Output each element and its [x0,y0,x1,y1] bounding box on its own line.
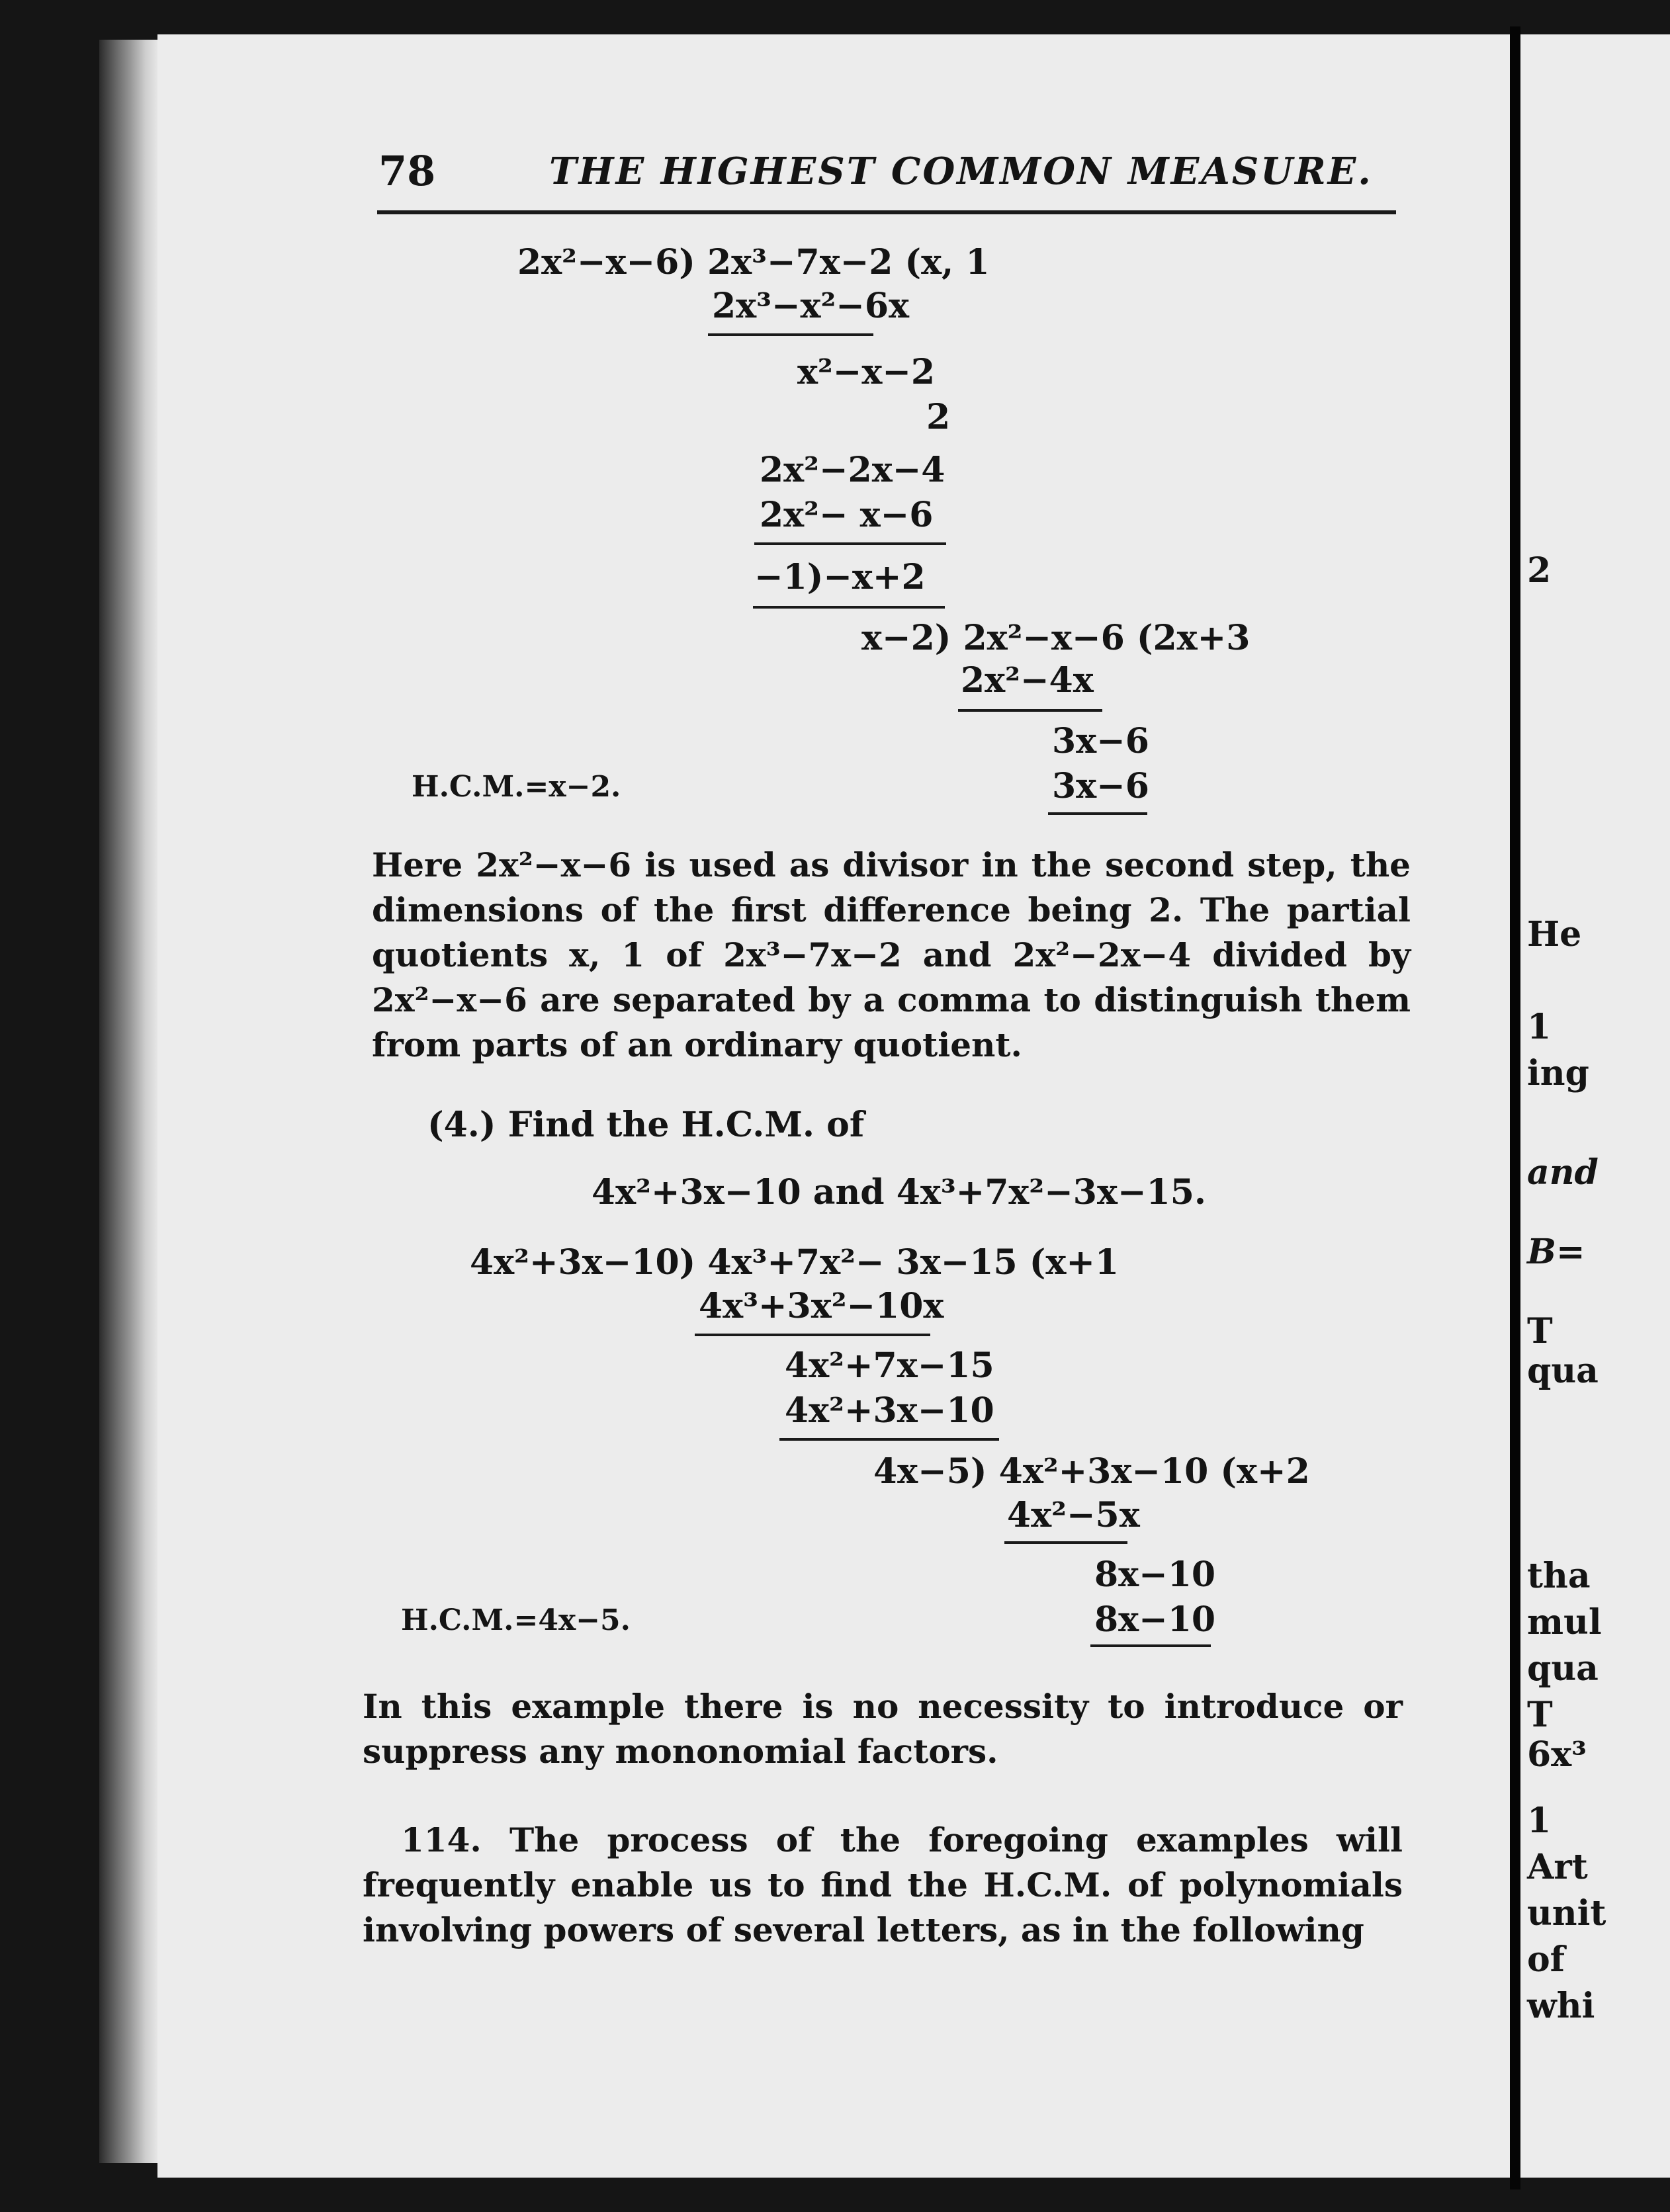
facing-fragment: qua [1527,1648,1599,1689]
facing-fragment: of [1527,1939,1565,1980]
facing-fragment: unit [1527,1893,1606,1934]
division-line: 2x²− x−6 [760,495,934,535]
division-line: 4x³+3x²−10x [699,1286,944,1326]
header-rule [377,210,1396,214]
division-line: 4x²+3x−10) 4x³+7x²− 3x−15 (x+1 [470,1242,1120,1283]
division-line: 4x²+7x−15 [785,1345,994,1386]
division-line: x²−x−2 [797,352,936,392]
division-line: 4x²+3x−10 [785,1390,994,1431]
book-binding [99,40,157,2163]
page-number: 78 [378,147,436,195]
note-paragraph: In this example there is no necessity to introduce or suppress any mononomial factors. [363,1687,1403,1771]
facing-fragment: whi [1527,1986,1595,2026]
page-gutter [1510,26,1520,2190]
facing-fragment: mul [1527,1602,1602,1642]
facing-fragment: and [1527,1152,1599,1193]
facing-fragment: 2 [1527,550,1552,591]
facing-fragment: B= [1527,1232,1585,1272]
facing-fragment: tha [1527,1556,1591,1596]
division-line: 2x³−x²−6x [712,286,910,326]
example-expression: 4x²+3x−10 and 4x³+7x²−3x−15. [592,1172,1206,1212]
facing-fragment: He [1527,914,1582,955]
division-line: −1)−x+2 [754,557,926,597]
example-heading: (4.) Find the H.C.M. of [427,1105,865,1145]
explanation-paragraph: Here 2x²−x−6 is used as divisor in the second step, the dimensions of the first difference being 2. The partial quotients x, 1 of 2x³−7x−2 and 2x²−2x−4 divided by 2x²−x−6 are separated by a comma to distinguish them from parts of an ordinary quotient. [372,845,1411,1064]
division-line: 4x−5) 4x²+3x−10 (x+2 [873,1451,1310,1492]
division-line: 2 [926,397,951,437]
article-number: 114. [401,1820,482,1859]
division-rule [753,606,945,609]
division-line: 2x²−2x−4 [760,450,945,490]
facing-fragment: ing [1527,1053,1589,1093]
division-line: 8x−10 [1094,1554,1216,1595]
running-title: THE HIGHEST COMMON MEASURE. [549,149,1373,193]
division-line: 4x²−5x [1007,1495,1140,1535]
facing-fragment: 1 [1527,1801,1552,1841]
division-rule [1090,1644,1211,1647]
division-rule [1004,1541,1127,1544]
division-line: 2x²−x−6) 2x³−7x−2 (x, 1 [517,242,990,282]
division-line: 2x²−4x [961,660,1094,701]
division-rule [1048,812,1147,815]
division-rule [754,542,946,545]
division-line: 3x−6 [1052,766,1149,806]
division-line: 8x−10 [1094,1599,1216,1640]
facing-fragment: T [1527,1695,1553,1735]
hcm-result: H.C.M.=4x−5. [401,1603,631,1637]
division-rule [708,333,873,336]
article-paragraph [363,1818,1403,1953]
division-rule [779,1438,999,1441]
hcm-result: H.C.M.=x−2. [412,770,621,804]
facing-fragment: 1 [1527,1007,1552,1047]
facing-page [1520,34,1670,2178]
division-rule [695,1334,930,1336]
facing-fragment: qua [1527,1351,1599,1391]
facing-fragment: T [1527,1311,1553,1351]
division-line: x−2) 2x²−x−6 (2x+3 [861,618,1251,658]
facing-fragment: 6x³ [1527,1734,1587,1775]
division-line: 3x−6 [1052,721,1149,761]
facing-fragment: Art [1527,1847,1588,1887]
article-text: The process of the foregoing examples will frequently enable us to find the H.C.M. of polynomials involving powers of several letters, as in the following [363,1820,1403,1949]
division-rule [958,709,1102,712]
